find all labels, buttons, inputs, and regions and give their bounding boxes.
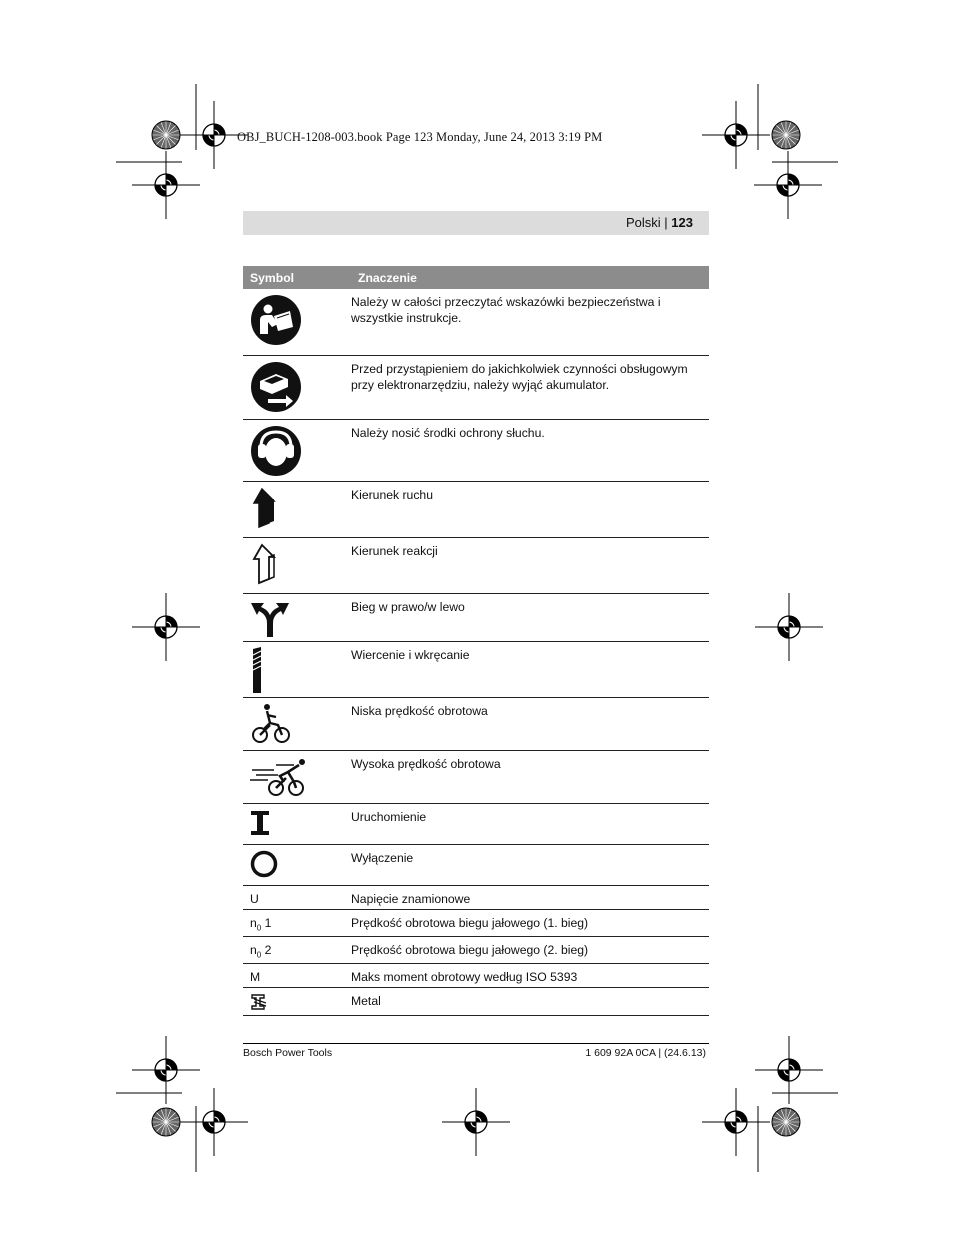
table-row bbox=[243, 909, 709, 936]
star-mark-top-left bbox=[152, 121, 180, 149]
table-row bbox=[243, 936, 709, 963]
meaning-cell: Maks moment obrotowy według ISO 5393 bbox=[351, 964, 709, 988]
left-right-arrow-icon bbox=[250, 599, 290, 639]
header-separator: | bbox=[664, 215, 668, 230]
symbol-subscript: 0 bbox=[256, 950, 262, 960]
remove-battery-icon bbox=[250, 361, 302, 413]
meaning-cell: Wiercenie i wkręcanie bbox=[351, 641, 709, 697]
footer-rule bbox=[243, 1043, 709, 1044]
read-manual-icon bbox=[250, 294, 302, 346]
meaning-cell: Wysoka prędkość obrotowa bbox=[351, 750, 709, 803]
table-row bbox=[243, 593, 709, 641]
meaning-cell: Bieg w prawo/w lewo bbox=[351, 593, 709, 641]
table-row bbox=[243, 988, 709, 1016]
footer-publisher: Bosch Power Tools bbox=[243, 1047, 333, 1059]
header-meaning: Znaczenie bbox=[351, 266, 709, 289]
meaning-cell: Należy w całości przeczytać wskazówki bezpieczeństwa i wszystkie instrukcje. bbox=[351, 289, 709, 355]
table-row bbox=[243, 885, 709, 909]
meaning-cell: Kierunek ruchu bbox=[351, 481, 709, 537]
meaning-cell: Prędkość obrotowa biegu jałowego (1. bieg) bbox=[351, 909, 709, 936]
metal-icon bbox=[250, 993, 268, 1011]
table-row bbox=[243, 481, 709, 537]
footer-doc-code: 1 609 92A 0CA | (24.6.13) bbox=[585, 1047, 706, 1059]
table-header-row bbox=[243, 266, 709, 289]
meaning-cell: Uruchomienie bbox=[351, 803, 709, 844]
meaning-cell: Prędkość obrotowa biegu jałowego (2. bieg) bbox=[351, 936, 709, 963]
symbol-n: n bbox=[250, 915, 257, 930]
table-row bbox=[243, 750, 709, 803]
table-row bbox=[243, 641, 709, 697]
meaning-cell: Należy nosić środki ochrony słuchu. bbox=[351, 419, 709, 481]
symbol-suffix: 1 bbox=[261, 915, 272, 930]
meaning-cell: Wyłączenie bbox=[351, 844, 709, 885]
symbol-table bbox=[243, 266, 709, 1016]
page-number: 123 bbox=[671, 215, 693, 230]
outline-arrow-icon bbox=[250, 543, 280, 585]
table-row bbox=[243, 419, 709, 481]
symbol-suffix: 2 bbox=[261, 942, 272, 957]
table-row bbox=[243, 355, 709, 419]
drill-bit-icon bbox=[250, 647, 264, 693]
meaning-cell: Napięcie znamionowe bbox=[351, 885, 709, 909]
fast-cyclist-icon bbox=[250, 756, 308, 798]
table-row bbox=[243, 964, 709, 988]
meaning-cell: Kierunek reakcji bbox=[351, 537, 709, 593]
header-text bbox=[626, 215, 693, 230]
table-row bbox=[243, 803, 709, 844]
hearing-protection-icon bbox=[250, 425, 302, 477]
meaning-cell: Metal bbox=[351, 988, 709, 1016]
off-symbol-icon bbox=[250, 850, 278, 878]
table-row bbox=[243, 697, 709, 750]
symbol-subscript: 0 bbox=[256, 922, 262, 932]
header-symbol: Symbol bbox=[243, 266, 351, 289]
filled-arrow-icon bbox=[250, 487, 280, 529]
table-row bbox=[243, 289, 709, 355]
meaning-cell: Niska prędkość obrotowa bbox=[351, 697, 709, 750]
header-language: Polski bbox=[625, 215, 661, 230]
symbol-text: M bbox=[250, 970, 261, 985]
table-row bbox=[243, 844, 709, 885]
slug-line: OBJ_BUCH-1208-003.book Page 123 Monday, June 24, 2013 3:19 PM bbox=[237, 130, 603, 144]
symbol-text bbox=[250, 910, 351, 936]
symbol-n: n bbox=[250, 942, 257, 957]
on-symbol-icon bbox=[250, 809, 270, 837]
meaning-cell: Przed przystąpieniem do jakichkolwiek czynności obsługowym przy elektronarzędziu, należy wyjąć akumulator. bbox=[351, 355, 709, 419]
slow-cyclist-icon bbox=[250, 703, 292, 745]
symbol-text: U bbox=[250, 891, 259, 906]
symbol-text bbox=[250, 937, 351, 963]
running-header bbox=[243, 211, 709, 235]
table-row bbox=[243, 537, 709, 593]
